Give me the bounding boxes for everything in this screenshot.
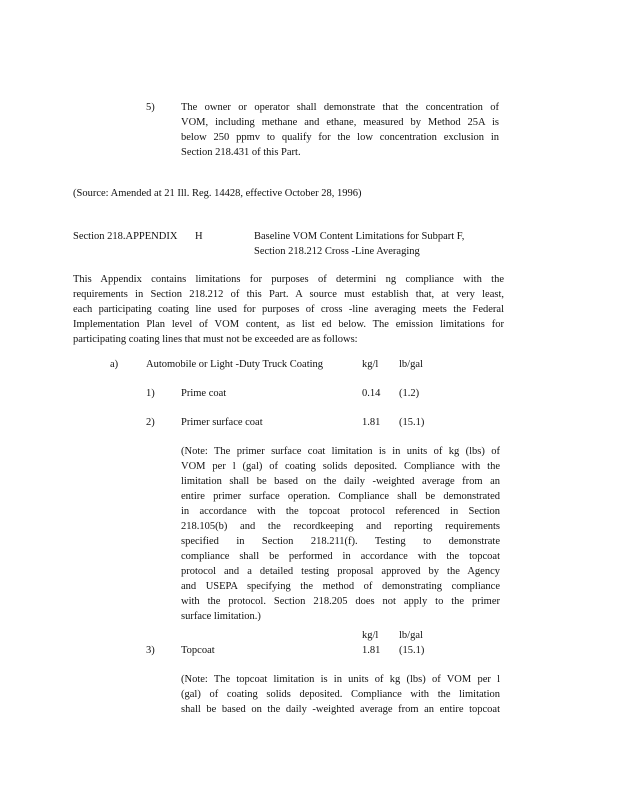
note-line: protocol and a detailed testing proposal approved by the Agency: [181, 566, 500, 577]
note-line: limitation shall be based on the daily -weighted average from an: [181, 476, 500, 487]
item-3-lb: (15.1): [399, 645, 425, 656]
section-a-unit-kg: kg/l: [362, 359, 379, 370]
item-2-lb: (15.1): [399, 417, 425, 428]
note-line: and USEPA specifying the method of demonstrating compliance: [181, 581, 500, 592]
item-5-line: below 250 ppmv to qualify for the low concentration exclusion in: [181, 132, 499, 143]
note-line: (Note: The topcoat limitation is in units of kg (lbs) of VOM per l: [181, 674, 500, 685]
item-2-number: 2): [146, 417, 155, 428]
section-a-letter: a): [110, 359, 119, 370]
item-3-unit-lb: lb/gal: [399, 630, 423, 641]
intro-line: participating coating lines that must not be exceeded are as follows:: [73, 334, 358, 345]
note-line: in accordance with the topcoat protocol referenced in Section: [181, 506, 500, 517]
item-3-unit-kg: kg/l: [362, 630, 379, 641]
item-1-number: 1): [146, 388, 155, 399]
note-line: entire primer surface operation. Compliance shall be demonstrated: [181, 491, 500, 502]
item-1-kg: 0.14: [362, 388, 381, 399]
source-note: (Source: Amended at 21 Ill. Reg. 14428, effective October 28, 1996): [73, 188, 362, 199]
item-3-number: 3): [146, 645, 155, 656]
intro-line: each participating coating line used for purposes of cross -line averaging meets the Federal: [73, 304, 504, 315]
item-5-paragraph: [181, 100, 499, 160]
note-line: VOM per l (gal) of coating solids deposited. Compliance with the: [181, 461, 500, 472]
appendix-title-line-2: Section 218.212 Cross -Line Averaging: [254, 246, 420, 257]
note-line: 218.105(b) and the recordkeeping and reporting requirements: [181, 521, 500, 532]
intro-line: Implementation Plan level of VOM content, as list ed below. The emission limitations for: [73, 319, 504, 330]
note-line: with the protocol. Section 218.205 does not apply to the primer: [181, 596, 500, 607]
item-1-lb: (1.2): [399, 388, 420, 399]
appendix-letter: H: [195, 231, 203, 242]
item-5-line: Section 218.431 of this Part.: [181, 147, 301, 158]
note-line: surface limitation.): [181, 611, 261, 622]
note-line: specified in Section 218.211(f). Testing to demonstrate: [181, 536, 500, 547]
note-line: (Note: The primer surface coat limitation is in units of kg (lbs) of: [181, 446, 500, 457]
note-line: (gal) of coating solids deposited. Compliance with the limitation: [181, 689, 500, 700]
appendix-title-line-1: Baseline VOM Content Limitations for Subpart F,: [254, 231, 465, 242]
intro-line: This Appendix contains limitations for purposes of determini ng compliance with the: [73, 274, 504, 285]
item-2-kg: 1.81: [362, 417, 381, 428]
section-a-title: Automobile or Light -Duty Truck Coating: [146, 359, 324, 370]
item-5-number: 5): [146, 102, 155, 113]
note-line: compliance shall be performed in accordance with the topcoat: [181, 551, 500, 562]
item-2-name: Primer surface coat: [181, 417, 263, 428]
item-5-line: The owner or operator shall demonstrate that the concentration of: [181, 102, 499, 113]
item-5-line: VOM, including methane and ethane, measured by Method 25A is: [181, 117, 499, 128]
item-2-note: [181, 444, 500, 624]
item-1-name: Prime coat: [181, 388, 227, 399]
item-3-note: [181, 672, 500, 717]
section-a-unit-lb: lb/gal: [399, 359, 423, 370]
intro-line: requirements in Section 218.212 of this Part. A source must establish that, at very least,: [73, 289, 504, 300]
appendix-section-label: Section 218.APPENDIX: [73, 231, 178, 242]
intro-paragraph: [73, 272, 504, 347]
note-line: shall be based on the daily -weighted average from an entire topcoat: [181, 704, 500, 715]
item-3-name: Topcoat: [181, 645, 215, 656]
item-3-kg: 1.81: [362, 645, 381, 656]
